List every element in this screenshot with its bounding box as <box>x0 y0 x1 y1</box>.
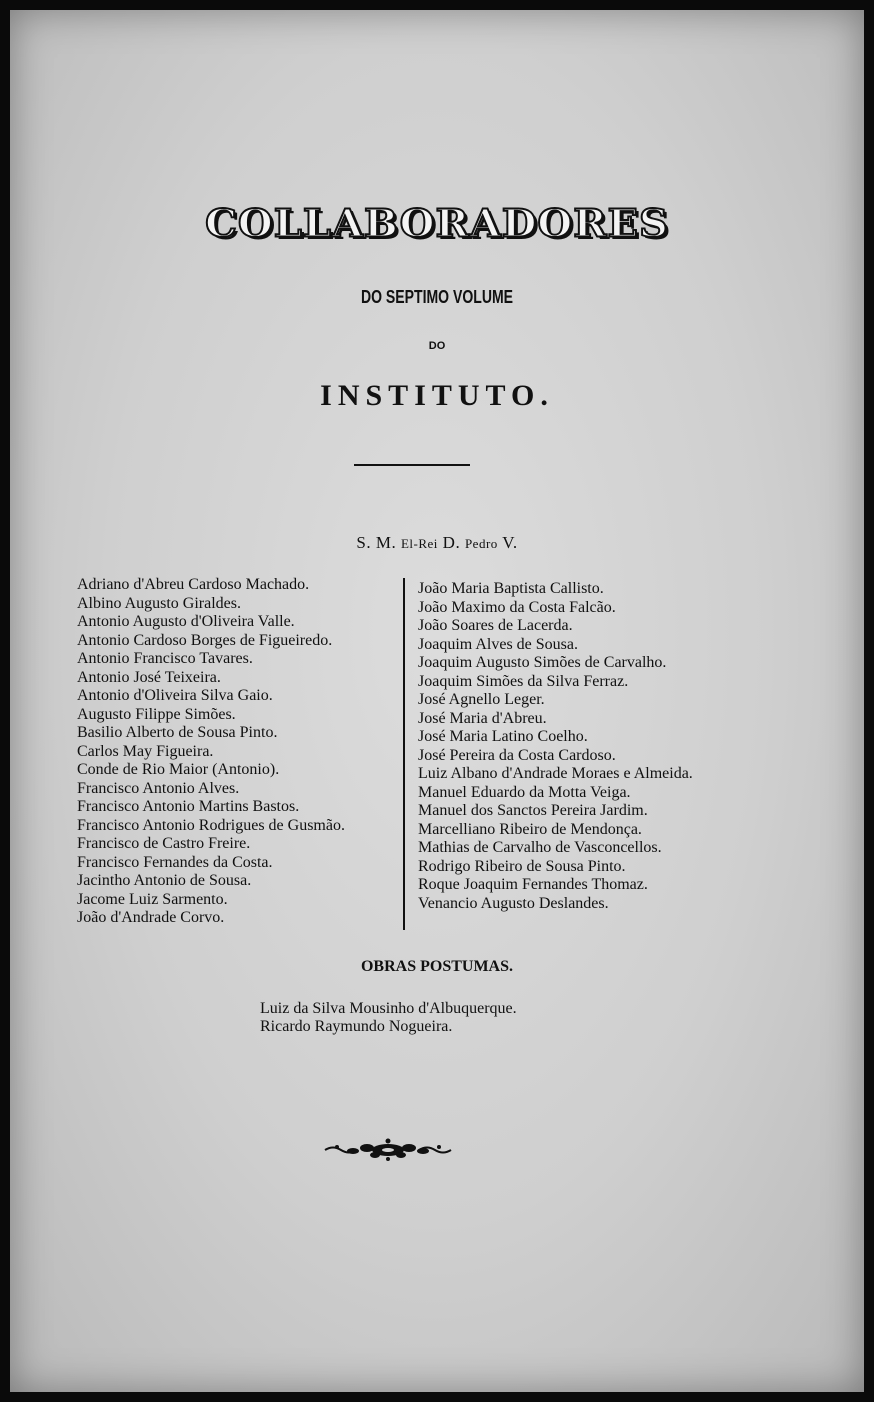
list-item: Manuel dos Sanctos Pereira Jardim. <box>418 802 648 819</box>
list-item: Joaquim Alves de Sousa. <box>418 635 578 653</box>
patron-prefix: S. M. <box>356 533 401 552</box>
list-item: Ricardo Raymundo Nogueira. <box>260 1018 453 1035</box>
list-item: Augusto Filippe Simões. <box>77 705 236 723</box>
list-item: Antonio Francisco Tavares. <box>77 650 253 667</box>
publication-title: INSTITUTO. <box>320 379 554 412</box>
collaborators-left-column <box>77 576 345 928</box>
list-item: João Maximo da Costa Falcão. <box>418 598 616 616</box>
list-item: Francisco de Castro Freire. <box>77 835 251 852</box>
list-item: Roque Joaquim Fernandes Thomaz. <box>418 876 648 893</box>
collaborators-right-column <box>418 580 693 913</box>
patron-name: Pedro <box>464 536 498 551</box>
list-item: Jacome Luiz Sarmento. <box>77 890 228 908</box>
list-item: Antonio José Teixeira. <box>77 668 221 686</box>
list-item: João Maria Baptista Callisto. <box>418 580 604 597</box>
list-item: João d'Andrade Corvo. <box>77 909 225 926</box>
list-item: Mathias de Carvalho de Vasconcellos. <box>418 839 662 856</box>
list-item: Jacintho Antonio de Sousa. <box>77 872 252 889</box>
list-item: Joaquim Simões da Silva Ferraz. <box>418 672 629 690</box>
list-item: Venancio Augusto Deslandes. <box>418 894 609 912</box>
list-item: Luiz Albano d'Andrade Moraes e Almeida. <box>418 765 693 782</box>
list-item: Antonio Cardoso Borges de Figueiredo. <box>77 631 333 649</box>
list-item: Antonio d'Oliveira Silva Gaio. <box>77 687 273 704</box>
page-title: COLLABORADORES <box>205 201 669 246</box>
list-item: Conde de Rio Maior (Antonio). <box>77 761 280 778</box>
list-item: Rodrigo Ribeiro de Sousa Pinto. <box>418 857 626 875</box>
patron-suffix: V. <box>497 533 518 552</box>
list-item: Francisco Antonio Martins Bastos. <box>77 798 300 815</box>
list-item: Francisco Antonio Rodrigues de Gusmão. <box>77 816 345 834</box>
list-item: Manuel Eduardo da Motta Veiga. <box>418 783 631 801</box>
list-item: Antonio Augusto d'Oliveira Valle. <box>77 613 295 630</box>
list-item: Adriano d'Abreu Cardoso Machado. <box>77 576 310 593</box>
list-item: José Pereira da Costa Cardoso. <box>418 746 616 764</box>
posthumous-list <box>260 1000 517 1036</box>
patron-line <box>10 533 864 553</box>
document-page <box>10 10 864 1392</box>
list-item: Carlos May Figueira. <box>77 742 214 760</box>
list-item: Marcelliano Ribeiro de Mendonça. <box>418 820 642 838</box>
floral-ornament-icon <box>323 1135 453 1165</box>
posthumous-heading: OBRAS POSTUMAS. <box>360 958 514 975</box>
list-item: Joaquim Augusto Simões de Carvalho. <box>418 654 667 671</box>
column-divider <box>403 578 405 930</box>
list-item: Basilio Alberto de Sousa Pinto. <box>77 724 278 741</box>
patron-mid: D. <box>437 533 465 552</box>
list-item: Albino Augusto Giraldes. <box>77 594 241 612</box>
list-item: José Maria Latino Coelho. <box>418 728 588 745</box>
list-item: José Agnello Leger. <box>418 691 545 708</box>
volume-subtitle: DO SEPTIMO VOLUME <box>360 287 514 307</box>
list-item: João Soares de Lacerda. <box>418 617 573 634</box>
list-item: Francisco Antonio Alves. <box>77 779 240 797</box>
patron-title: El-Rei <box>400 536 438 551</box>
connector-text: DO <box>428 340 446 352</box>
title-divider <box>354 464 470 466</box>
list-item: Luiz da Silva Mousinho d'Albuquerque. <box>260 1000 517 1017</box>
list-item: José Maria d'Abreu. <box>418 709 547 727</box>
list-item: Francisco Fernandes da Costa. <box>77 853 273 871</box>
